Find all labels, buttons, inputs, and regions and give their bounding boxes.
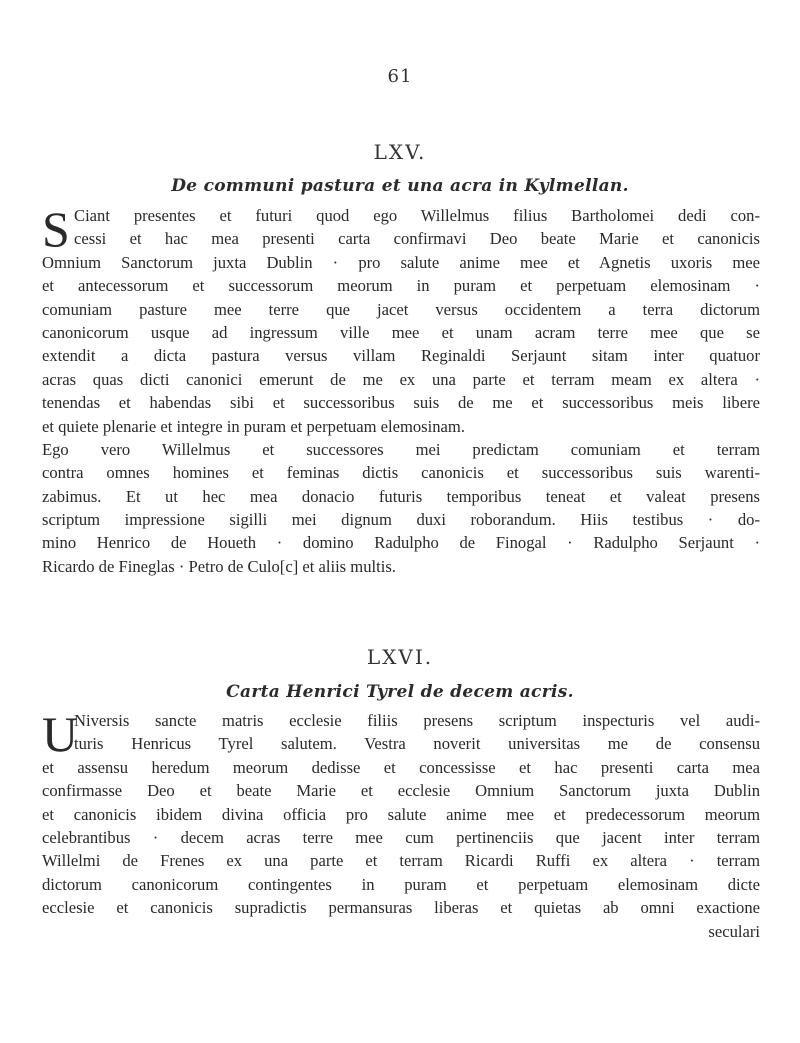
page-number: 61 <box>387 66 413 87</box>
text-line: mino Henrico de Houeth · domino Radulpho de Finogal · Radulpho Serjaunt · <box>42 533 760 553</box>
charter-number-lxvi: LXVI. <box>366 645 434 669</box>
charter-number-lxv: LXV. <box>373 140 427 164</box>
text-line: Ego vero Willelmus et successores mei predictam comuniam et terram <box>42 439 760 459</box>
charter-rubric-lxvi: Carta Henrici Tyrel de decem acris. <box>226 682 574 702</box>
text-line: contra omnes homines et feminas dictis canonicis et successoribus suis warenti- <box>42 463 760 483</box>
text-line: et antecessorum et successorum meorum in puram et perpetuam elemosinam · <box>42 276 760 296</box>
text-line: dictorum canonicorum contingentes in puram et perpetuam elemosinam dicte <box>42 874 760 894</box>
text-line: Ricardo de Fineglas · Petro de Culo[c] et aliis multis. <box>42 556 396 576</box>
charter-text-lxv <box>42 201 760 578</box>
text-line: comuniam pasture mee terre que jacet versus occidentem a terra dictorum <box>42 299 760 319</box>
text-line: zabimus. Et ut hec mea donacio futuris temporibus teneat et valeat presens <box>42 486 760 506</box>
drop-cap-letter: S <box>42 201 70 257</box>
charter-rubric-lxv: De communi pastura et una acra in Kylmellan. <box>171 176 629 196</box>
text-line: extendit a dicta pastura versus villam Reginaldi Serjaunt sitam inter quatuor <box>42 346 760 366</box>
text-line: acras quas dicti canonici emerunt de me ex una parte et terram meam ex altera · <box>42 369 760 389</box>
text-line: scriptum impressione sigilli mei dignum duxi roborandum. Hiis testibus · do- <box>42 510 760 530</box>
text-line: et assensu heredum meorum dedisse et concessisse et hac presenti carta mea <box>42 757 760 777</box>
text-line: seculari <box>708 921 760 941</box>
text-line: celebrantibus · decem acras terre mee cum pertinenciis que jacent inter terram <box>42 827 760 847</box>
text-line: Omnium Sanctorum juxta Dublin · pro salute anime mee et Agnetis uxoris mee <box>42 252 760 272</box>
drop-cap-letter: U <box>42 706 79 762</box>
text-line: canonicorum usque ad ingressum ville mee et unam acram terre mee que se <box>42 322 760 342</box>
charter-text-lxvi <box>42 706 760 943</box>
text-line: tenendas et habendas sibi et successoribus suis de me et successoribus meis libere <box>42 393 760 413</box>
text-line: cessi et hac mea presenti carta confirmavi Deo beate Marie et canonicis <box>74 229 760 249</box>
text-line: et canonicis ibidem divina officia pro salute anime mee et predecessorum meorum <box>42 804 760 824</box>
text-line: et quiete plenarie et integre in puram et perpetuam elemosinam. <box>42 416 465 436</box>
text-line: Ciant presentes et futuri quod ego Willelmus filius Bartholomei dedi con- <box>74 206 760 225</box>
text-line: Willelmi de Frenes ex una parte et terram Ricardi Ruffi ex altera · terram <box>42 851 760 871</box>
text-line: confirmasse Deo et beate Marie et ecclesie Omnium Sanctorum juxta Dublin <box>42 781 760 801</box>
text-line: turis Henricus Tyrel salutem. Vestra noverit universitas me de consensu <box>74 734 760 754</box>
text-line: Niversis sancte matris ecclesie filiis presens scriptum inspecturis vel audi- <box>74 711 760 730</box>
text-line: ecclesie et canonicis supradictis permansuras liberas et quietas ab omni exactione <box>42 898 760 918</box>
